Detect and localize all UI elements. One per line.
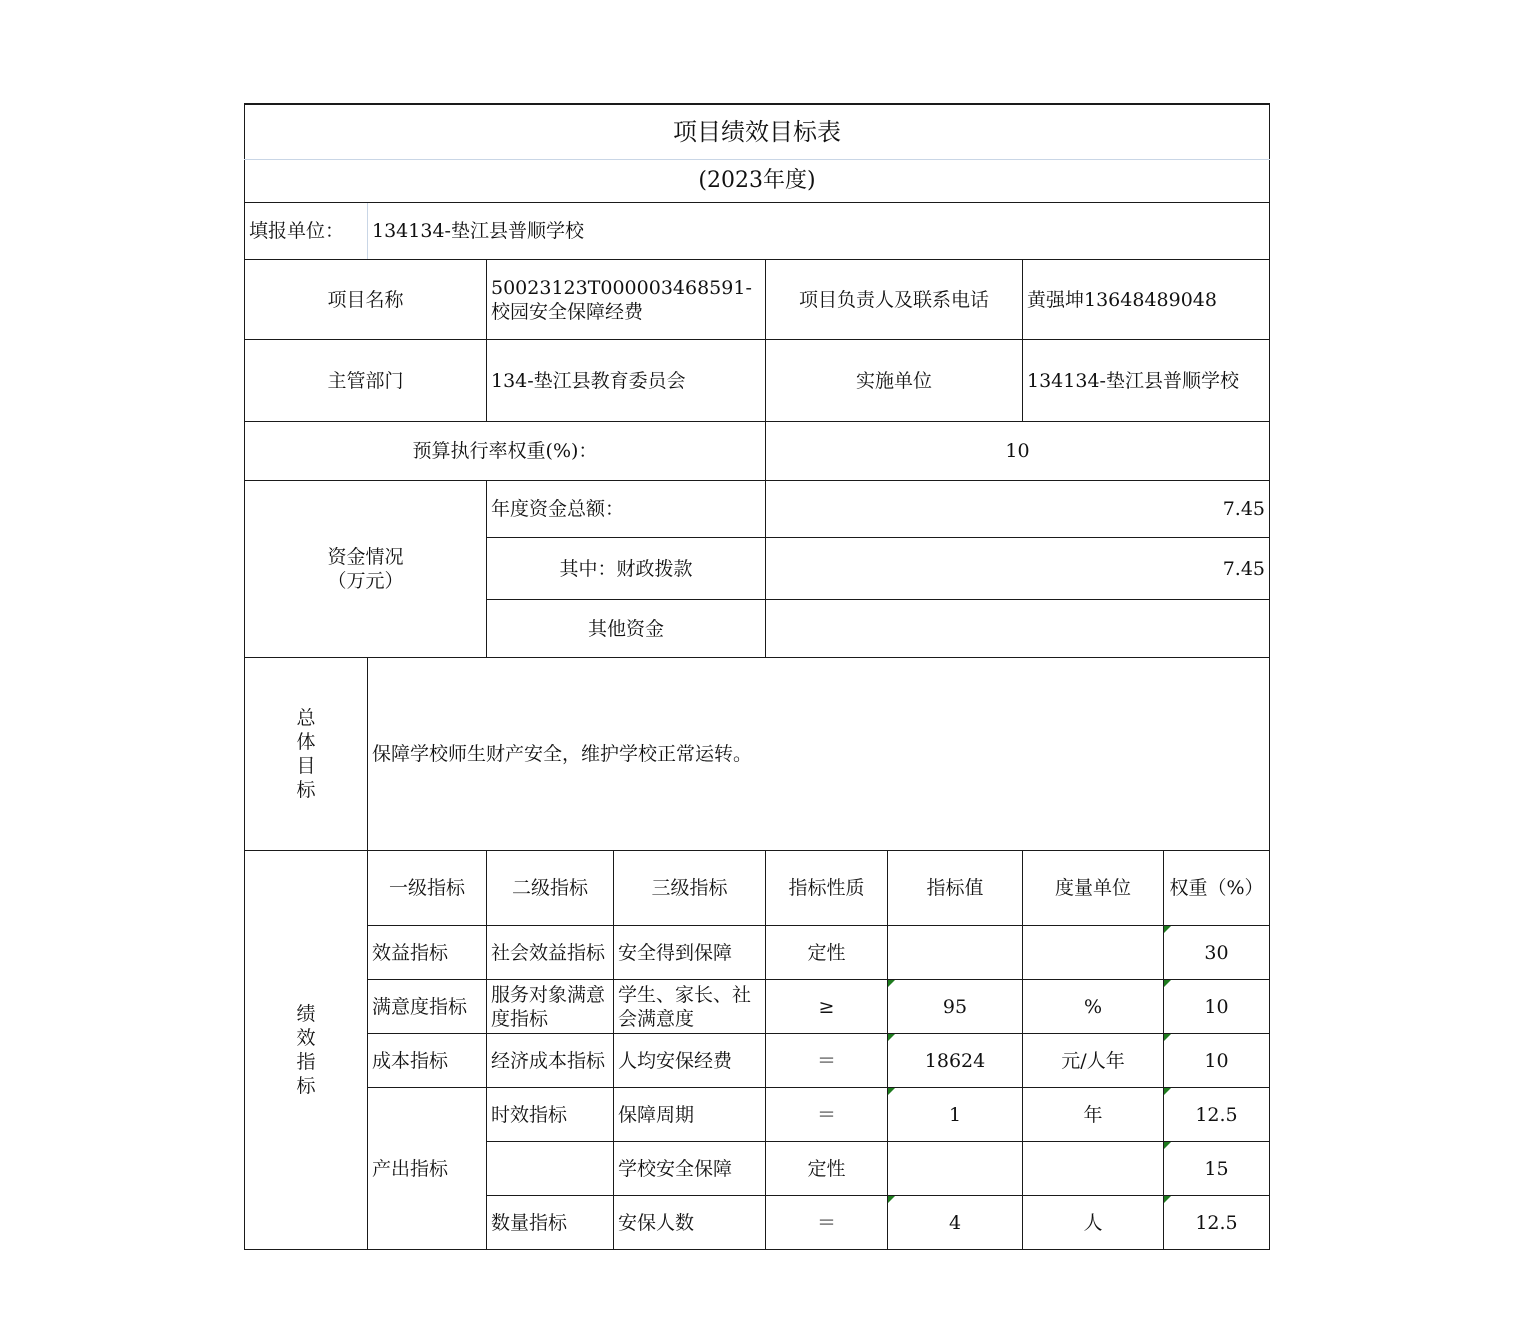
row-level3: 安全得到保障 — [614, 926, 766, 980]
row-level1: 满意度指标 — [368, 980, 487, 1034]
row-value: 1 — [888, 1088, 1023, 1142]
filing-unit-value: 134134-垫江县普顺学校 — [368, 203, 1270, 260]
page-title: 项目绩效目标表 — [245, 104, 1270, 160]
project-owner-label: 项目负责人及联系电话 — [766, 260, 1023, 340]
table-row — [245, 1034, 1270, 1088]
performance-goal-sheet — [244, 103, 1269, 1250]
row-unit: 人 — [1023, 1196, 1164, 1250]
funds-other-value — [766, 600, 1270, 658]
row-nature: 定性 — [766, 1142, 888, 1196]
table-row — [245, 980, 1270, 1034]
year-subtitle: (2023年度) — [245, 160, 1270, 203]
row-level2: 数量指标 — [487, 1196, 614, 1250]
overall-goal-char: 目 — [296, 755, 316, 777]
row-weight: 12.5 — [1164, 1088, 1270, 1142]
row-level1: 成本指标 — [368, 1034, 487, 1088]
header-level1: 一级指标 — [368, 851, 487, 926]
row-level1: 效益指标 — [368, 926, 487, 980]
row-unit — [1023, 926, 1164, 980]
funds-other-label: 其他资金 — [487, 600, 766, 658]
funds-label — [245, 481, 487, 658]
implementer-label: 实施单位 — [766, 340, 1023, 422]
row-weight: 10 — [1164, 1034, 1270, 1088]
funds-total-label: 年度资金总额： — [487, 481, 766, 538]
budget-rate-value: 10 — [766, 422, 1270, 481]
funds-label-line1: 资金情况 — [327, 546, 404, 568]
row-value: 4 — [888, 1196, 1023, 1250]
indicators-label — [245, 851, 368, 1250]
budget-rate-label: 预算执行率权重(%)： — [245, 422, 766, 481]
overall-goal-char: 体 — [296, 731, 316, 753]
row-value: 18624 — [888, 1034, 1023, 1088]
row-level1: 产出指标 — [368, 1088, 487, 1250]
row-level2: 社会效益指标 — [487, 926, 614, 980]
row-value — [888, 926, 1023, 980]
header-level3: 三级指标 — [614, 851, 766, 926]
indicators-char: 效 — [296, 1027, 316, 1049]
department-label: 主管部门 — [245, 340, 487, 422]
implementer-value: 134134-垫江县普顺学校 — [1023, 340, 1270, 422]
row-nature: ＝ — [766, 1034, 888, 1088]
project-owner-value: 黄强坤13648489048 — [1023, 260, 1270, 340]
row-level3: 保障周期 — [614, 1088, 766, 1142]
row-nature: ＝ — [766, 1088, 888, 1142]
overall-goal-label — [245, 658, 368, 851]
row-level3: 学校安全保障 — [614, 1142, 766, 1196]
row-unit — [1023, 1142, 1164, 1196]
funds-total-value: 7.45 — [766, 481, 1270, 538]
row-unit: 元/人年 — [1023, 1034, 1164, 1088]
overall-goal-text: 保障学校师生财产安全，维护学校正常运转。 — [368, 658, 1270, 851]
funds-label-line2: （万元） — [327, 570, 404, 592]
row-nature: ≥ — [766, 980, 888, 1034]
project-name-value: 50023123T000003468591-校园安全保障经费 — [487, 260, 766, 340]
row-value — [888, 1142, 1023, 1196]
row-value: 95 — [888, 980, 1023, 1034]
row-unit: % — [1023, 980, 1164, 1034]
header-weight: 权重（%） — [1164, 851, 1270, 926]
row-weight: 12.5 — [1164, 1196, 1270, 1250]
header-nature: 指标性质 — [766, 851, 888, 926]
funds-fiscal-label: 其中：财政拨款 — [487, 538, 766, 600]
overall-goal-char: 标 — [296, 779, 316, 801]
row-level2: 服务对象满意度指标 — [487, 980, 614, 1034]
row-weight: 30 — [1164, 926, 1270, 980]
row-nature: 定性 — [766, 926, 888, 980]
filing-unit-label: 填报单位： — [245, 203, 368, 260]
project-name-label: 项目名称 — [245, 260, 487, 340]
row-level2 — [487, 1142, 614, 1196]
row-level3: 人均安保经费 — [614, 1034, 766, 1088]
funds-fiscal-value: 7.45 — [766, 538, 1270, 600]
row-level3: 安保人数 — [614, 1196, 766, 1250]
header-level2: 二级指标 — [487, 851, 614, 926]
indicators-char: 指 — [296, 1051, 316, 1073]
table-row — [245, 1088, 1270, 1142]
department-value: 134-垫江县教育委员会 — [487, 340, 766, 422]
header-value: 指标值 — [888, 851, 1023, 926]
overall-goal-char: 总 — [296, 707, 316, 729]
row-weight: 15 — [1164, 1142, 1270, 1196]
row-level2: 时效指标 — [487, 1088, 614, 1142]
row-unit: 年 — [1023, 1088, 1164, 1142]
goal-table — [244, 103, 1270, 1250]
indicators-char: 绩 — [296, 1003, 316, 1025]
row-weight: 10 — [1164, 980, 1270, 1034]
header-unit: 度量单位 — [1023, 851, 1164, 926]
indicators-char: 标 — [296, 1075, 316, 1097]
row-nature: ＝ — [766, 1196, 888, 1250]
table-row — [245, 926, 1270, 980]
row-level2: 经济成本指标 — [487, 1034, 614, 1088]
row-level3: 学生、家长、社会满意度 — [614, 980, 766, 1034]
